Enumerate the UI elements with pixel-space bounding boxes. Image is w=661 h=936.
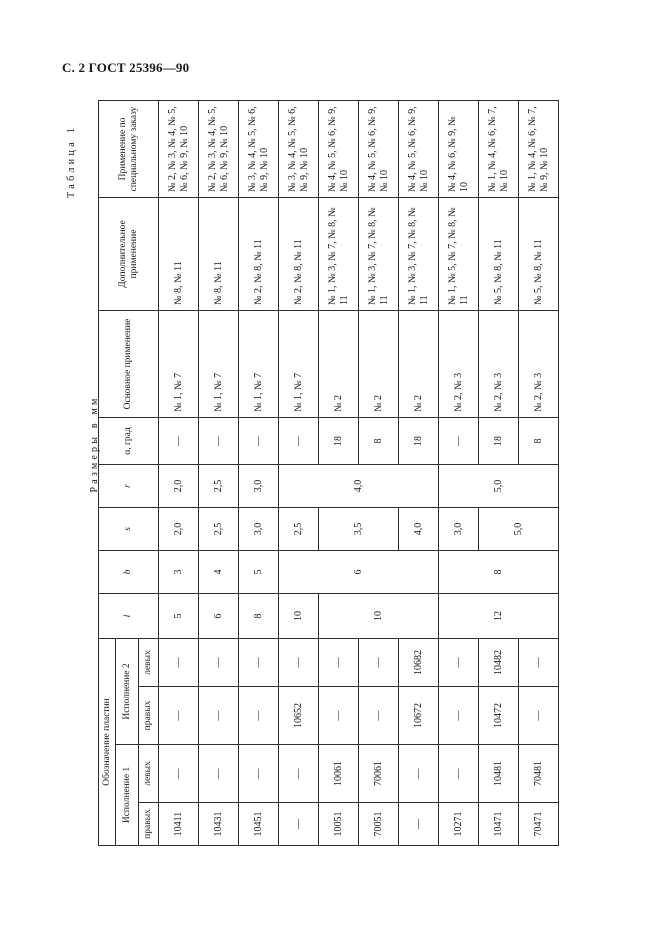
cell-extra-use: № 5, № 8, № 11 [519, 197, 559, 310]
dimensions-caption: Размеры в мм [89, 395, 100, 493]
cell-v1-left: — [159, 745, 199, 803]
cell-alpha: 18 [479, 417, 519, 464]
v1-left-header: левых [139, 745, 159, 803]
cell-v2-left: — [239, 638, 279, 686]
cell-v2-right: — [519, 687, 559, 745]
cell-extra-use: № 2, № 8, № 11 [279, 197, 319, 310]
cell-v1-left: — [279, 745, 319, 803]
cell-v2-left: 10682 [399, 638, 439, 686]
cell-s-merged: 3,5 [319, 507, 399, 550]
cell-s: 4,0 [399, 507, 439, 550]
cell-special-use: № 2, № 3, № 4, № 5, № 6, № 9, № 10 [199, 100, 239, 197]
cell-main-use: № 2 [399, 310, 439, 417]
table-row [159, 100, 199, 845]
cell-v1-right: — [399, 803, 439, 846]
cell-main-use: № 2, № 3 [439, 310, 479, 417]
rotated-table-block [66, 101, 641, 846]
cell-special-use: № 3, № 4, № 5, № 6, № 9, № 10 [279, 100, 319, 197]
cell-extra-use: № 8, № 11 [159, 197, 199, 310]
cell-alpha: 18 [399, 417, 439, 464]
main-use-header: Основное применение [99, 310, 159, 417]
alpha-header: α, град [99, 417, 159, 464]
cell-r: 3,0 [239, 464, 279, 507]
cell-v1-left: 70481 [519, 745, 559, 803]
cell-alpha: — [279, 417, 319, 464]
table-row [279, 100, 319, 845]
table-row [199, 100, 239, 845]
cell-main-use: № 1, № 7 [199, 310, 239, 417]
cell-l-merged: 12 [439, 593, 559, 638]
cell-v2-right: — [359, 687, 399, 745]
cell-r: 2,5 [199, 464, 239, 507]
cell-special-use: № 4, № 5, № 6, № 9, № 10 [319, 100, 359, 197]
cell-special-use: № 4, № 5, № 6, № 9, № 10 [399, 100, 439, 197]
cell-main-use: № 1, № 7 [279, 310, 319, 417]
cell-alpha: — [199, 417, 239, 464]
cell-special-use: № 1, № 4, № 6, № 7, № 10 [479, 100, 519, 197]
cell-special-use: № 3, № 4, № 5, № 6, № 9, № 10 [239, 100, 279, 197]
cell-b: 5 [239, 550, 279, 593]
cell-l: 8 [239, 593, 279, 638]
cell-v1-right: 10431 [199, 803, 239, 846]
cell-alpha: 8 [359, 417, 399, 464]
cell-alpha: 18 [319, 417, 359, 464]
cell-v1-left: 70061 [359, 745, 399, 803]
version2-header: Исполнение 2 [116, 638, 139, 744]
s-header: s [99, 507, 159, 550]
cell-s: 3,0 [439, 507, 479, 550]
cell-alpha: — [439, 417, 479, 464]
v2-right-header: правых [139, 687, 159, 745]
cell-v1-right: 70051 [359, 803, 399, 846]
cell-s: 2,5 [279, 507, 319, 550]
cell-main-use: № 2 [319, 310, 359, 417]
v1-right-header: правых [139, 803, 159, 846]
cell-v1-left: 10061 [319, 745, 359, 803]
cell-alpha: — [239, 417, 279, 464]
cell-v2-right: — [319, 687, 359, 745]
designation-header: Обозначение пластин [99, 638, 116, 845]
cell-s-merged: 5,0 [479, 507, 559, 550]
cell-special-use: № 1, № 4, № 6, № 7, № 9, № 10 [519, 100, 559, 197]
cell-extra-use: № 8, № 11 [199, 197, 239, 310]
cell-s: 3,0 [239, 507, 279, 550]
cell-l: 6 [199, 593, 239, 638]
cell-v2-left: — [439, 638, 479, 686]
cell-v2-right: 10672 [399, 687, 439, 745]
cell-special-use: № 4, № 5, № 6, № 9, № 10 [359, 100, 399, 197]
cell-v1-right: 70471 [519, 803, 559, 846]
table-row [239, 100, 279, 845]
r-header: r [99, 464, 159, 507]
cell-main-use: № 1, № 7 [159, 310, 199, 417]
cell-v1-left: — [439, 745, 479, 803]
v2-left-header: левых [139, 638, 159, 686]
cell-v1-right: 10051 [319, 803, 359, 846]
extra-use-header: Дополнительное применение [99, 197, 159, 310]
cell-main-use: № 2 [359, 310, 399, 417]
cell-r-merged: 4,0 [279, 464, 439, 507]
cell-b: 4 [199, 550, 239, 593]
cell-v2-left: — [199, 638, 239, 686]
cell-v2-right: 10652 [279, 687, 319, 745]
cell-extra-use: № 1, № 5, № 7, № 8, № 11 [439, 197, 479, 310]
cell-extra-use: № 2, № 8, № 11 [239, 197, 279, 310]
cell-special-use: № 2, № 3, № 4, № 5, № 6, № 9, № 10 [159, 100, 199, 197]
cell-l-merged: 10 [319, 593, 439, 638]
b-header: b [99, 550, 159, 593]
cell-extra-use: № 1, № 3, № 7, № 8, № 11 [399, 197, 439, 310]
cell-v2-left: — [359, 638, 399, 686]
page-header: С. 2 ГОСТ 25396—90 [62, 60, 190, 75]
cell-r-merged: 5,0 [439, 464, 559, 507]
cell-main-use: № 2, № 3 [479, 310, 519, 417]
cell-v2-left: — [319, 638, 359, 686]
cell-extra-use: № 1, № 3, № 7, № 8, № 11 [319, 197, 359, 310]
table-caption: Таблица 1 [66, 124, 77, 198]
cell-b-merged: 8 [439, 550, 559, 593]
cell-v2-right: 10472 [479, 687, 519, 745]
cell-v2-left: — [279, 638, 319, 686]
cell-l: 5 [159, 593, 199, 638]
table-row [439, 100, 479, 845]
cell-v2-left: 10482 [479, 638, 519, 686]
cell-v1-right: 10451 [239, 803, 279, 846]
cell-v1-right: 10411 [159, 803, 199, 846]
cell-v2-left: — [159, 638, 199, 686]
cell-s: 2,0 [159, 507, 199, 550]
cell-special-use: № 4, № 6, № 9, № 10 [439, 100, 479, 197]
plates-table [98, 100, 559, 846]
cell-v2-right: — [239, 687, 279, 745]
cell-s: 2,5 [199, 507, 239, 550]
cell-v2-right: — [199, 687, 239, 745]
cell-l: 10 [279, 593, 319, 638]
special-use-header: Применение по специальному заказу [99, 100, 159, 197]
cell-v1-left: 10481 [479, 745, 519, 803]
cell-alpha: 8 [519, 417, 559, 464]
cell-v1-left: — [199, 745, 239, 803]
cell-v2-left: — [519, 638, 559, 686]
cell-extra-use: № 5, № 8, № 11 [479, 197, 519, 310]
cell-r: 2,0 [159, 464, 199, 507]
cell-main-use: № 2, № 3 [519, 310, 559, 417]
cell-v2-right: — [439, 687, 479, 745]
cell-b-merged: 6 [279, 550, 439, 593]
cell-v1-right: — [279, 803, 319, 846]
cell-v2-right: — [159, 687, 199, 745]
version1-header: Исполнение 1 [116, 745, 139, 846]
cell-extra-use: № 1, № 3, № 7, № 8, № 11 [359, 197, 399, 310]
cell-v1-left: — [399, 745, 439, 803]
l-header: l [99, 593, 159, 638]
cell-alpha: — [159, 417, 199, 464]
cell-v1-right: 10271 [439, 803, 479, 846]
cell-main-use: № 1, № 7 [239, 310, 279, 417]
cell-v1-right: 10471 [479, 803, 519, 846]
cell-b: 3 [159, 550, 199, 593]
cell-v1-left: — [239, 745, 279, 803]
